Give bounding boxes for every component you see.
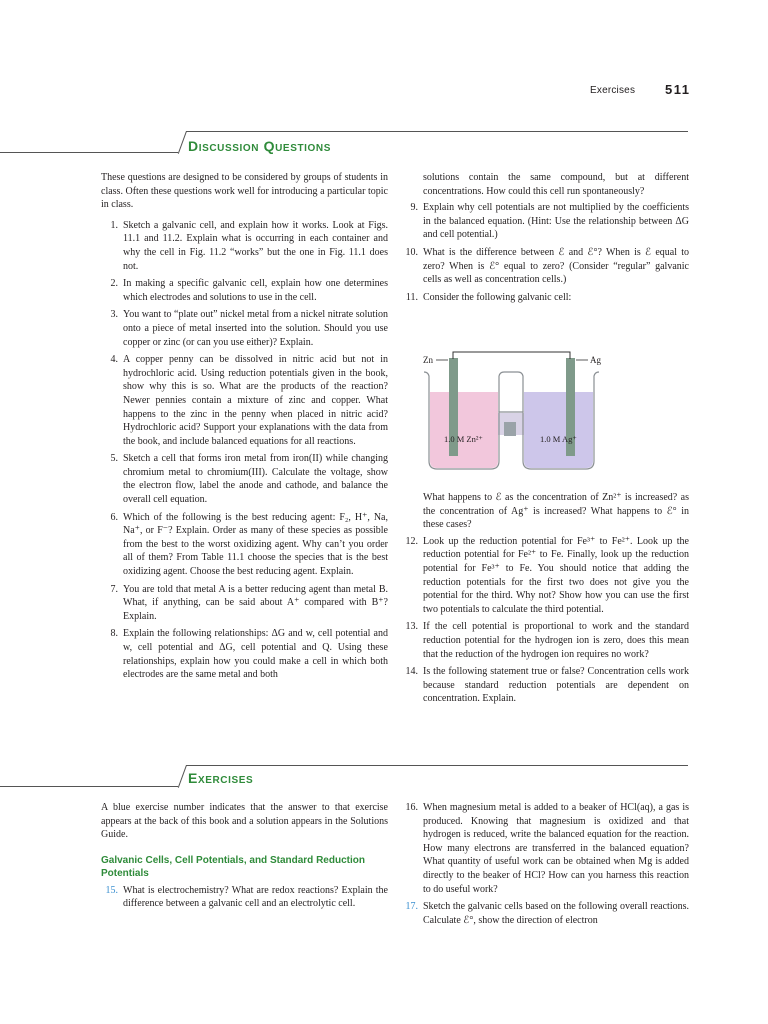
zn-solution-label: 1.0 M Zn²⁺ [444, 434, 483, 444]
salt-bridge-plug [504, 422, 516, 436]
zn-solution [430, 392, 498, 468]
discussion-rule-tab [178, 131, 187, 154]
discussion-section-title: Discussion Questions [188, 138, 332, 154]
ag-label: Ag [590, 355, 601, 365]
exercise-item: 16. When magnesium metal is added to a beaker of HCl(aq), a gas is produced. Knowing that magnesium is oxidized and that hydrogen is reduced, write the balanced equation for the reaction. How many electrons are transferred in the balanced equation? What quantity of useful work can be obtained when Mg is added directly to the beaker of HCl? How can you harness this reaction to do useful work? [405, 802, 689, 895]
discussion-rule-right [186, 131, 688, 132]
exercises-section-title: Exercises [188, 770, 254, 786]
discussion-right-column-lower [401, 491, 689, 710]
exercises-subhead: Galvanic Cells, Cell Potentials, and Standard Reduction Potentials [101, 854, 365, 879]
running-head-title: Exercises [590, 85, 636, 96]
question-item: 3. You want to “plate out” nickel metal from a nickel nitrate solution onto a piece of metal inserted into the solution. Should you use copper or zinc (or can you use either)? Explain. [110, 309, 388, 348]
question-item: 11. Consider the following galvanic cell: [405, 291, 572, 303]
ag-solution [524, 392, 593, 468]
question-item: 13. If the cell potential is proportional to work and the standard reduction potential for the hydrogen ion is zero, does this mean that the reduction of the hydrogen ion requires no work? [405, 621, 689, 660]
question-item: 8. Explain the following relationships: ΔG and w, cell potential and w, cell potential and ΔG, cell potential and Q. Using these relationships, explain how you could make a cell in which both electrodes are the same metal and both [110, 628, 388, 681]
exercise-item: 15. What is electrochemistry? What are redox reactions? Explain the difference between a galvanic cell and an electrolytic cell. [105, 884, 388, 910]
discussion-rule [0, 152, 178, 153]
question-item: 9. Explain why cell potentials are not multiplied by the coefficients in the balanced equation. (Hint: Use the relationship between ΔG and cell potential.) [410, 202, 689, 241]
q11-followup: What happens to ℰ as the concentration of Zn²⁺ is increased? as the concentration of Ag⁺ is increased? What happens to ℰ° in these cases? [423, 492, 689, 531]
question-item: 4. A copper penny can be dissolved in nitric acid but not in hydrochloric acid. Using reduction potentials given in the book, show why this is so. What are the products of the reaction? Newer pennies contain a mixture of zinc and copper. What happens to the zinc in the penny when placed in nitric acid? Hydrochloric acid? Support your explanations with the data from the book, and include balanced equations for all reactions. [110, 354, 388, 447]
discussion-intro: These questions are designed to be considered by groups of students in class. Often these questions work well for introducing a particular topic in class. [101, 172, 388, 211]
page-number: 511 [665, 82, 691, 97]
question-item: 1. Sketch a galvanic cell, and explain how it works. Look at Figs. 11.1 and 11.2. Explain what is occurring in each container and why the cell in Fig. 11.2 “works” but the one in Fig. 11.1 does not. [110, 219, 388, 272]
exercise-item: 17. Sketch the galvanic cells based on the following overall reactions. Calculate ℰ°, show the direction of electron [405, 901, 689, 926]
exercises-right-column [401, 801, 689, 931]
exercises-left-column [101, 801, 388, 915]
discussion-right-column-upper [401, 171, 689, 308]
discussion-left-column [101, 171, 388, 686]
question-item: 6. Which of the following is the best reducing agent: F₂, H⁺, Na, Na⁺, or F⁻? Explain. Order as many of these species as possible from the best to the worst oxidizing agent. Why can’t you order all of them? From Table 11.1 choose the species that is the best oxidizing agent. Choose the best reducing agent. Explain. [110, 511, 388, 578]
question-item: 5. Sketch a cell that forms iron metal from iron(II) while changing chromium metal to chromium(III). Calculate the voltage, show the electron flow, label the anode and cathode, and balance the overall cell equation. [110, 453, 388, 506]
exercises-rule-right [186, 765, 688, 766]
exercises-intro: A blue exercise number indicates that the answer to that exercise appears at the back of this book and a solution appears in the Solutions Guide. [101, 802, 388, 841]
zn-label: Zn [423, 355, 433, 365]
exercises-rule-tab [178, 765, 187, 788]
question-item: 14. Is the following statement true or false? Concentration cells work because standard reduction potentials are dependent on concentration. Explain. [405, 666, 689, 705]
continued-text: solutions contain the same compound, but at different concentrations. How could this cell run spontaneously? [423, 172, 689, 197]
beaker-rims [499, 372, 523, 412]
ag-solution-label: 1.0 M Ag⁺ [540, 434, 577, 444]
question-item: 7. You are told that metal A is a better reducing agent than metal B. What, if anything, can be said about A⁺ compared with B⁺? Explain. [110, 583, 388, 622]
question-item: 2. In making a specific galvanic cell, explain how one determines which electrodes and solutions to use in the cell. [110, 278, 388, 303]
question-item: 12. Look up the reduction potential for Fe³⁺ to Fe²⁺. Look up the reduction potential for Fe²⁺ to Fe. Finally, look up the reduction potential for Fe³⁺ to Fe. You should notice that adding the reduction potentials for the first two does not give you the potential for the third. Why not? Show how you can use the first two potentials to calculate the third potential. [405, 535, 689, 615]
question-item: 10. What is the difference between ℰ and ℰ°? When is ℰ equal to zero? When is ℰ° equal to zero? (Consider “regular” galvanic cells as well as concentration cells.) [405, 246, 689, 286]
galvanic-cell-illustration [418, 350, 608, 475]
external-wire [453, 352, 570, 359]
exercises-rule [0, 786, 178, 787]
galvanic-cell-figure [418, 350, 608, 475]
